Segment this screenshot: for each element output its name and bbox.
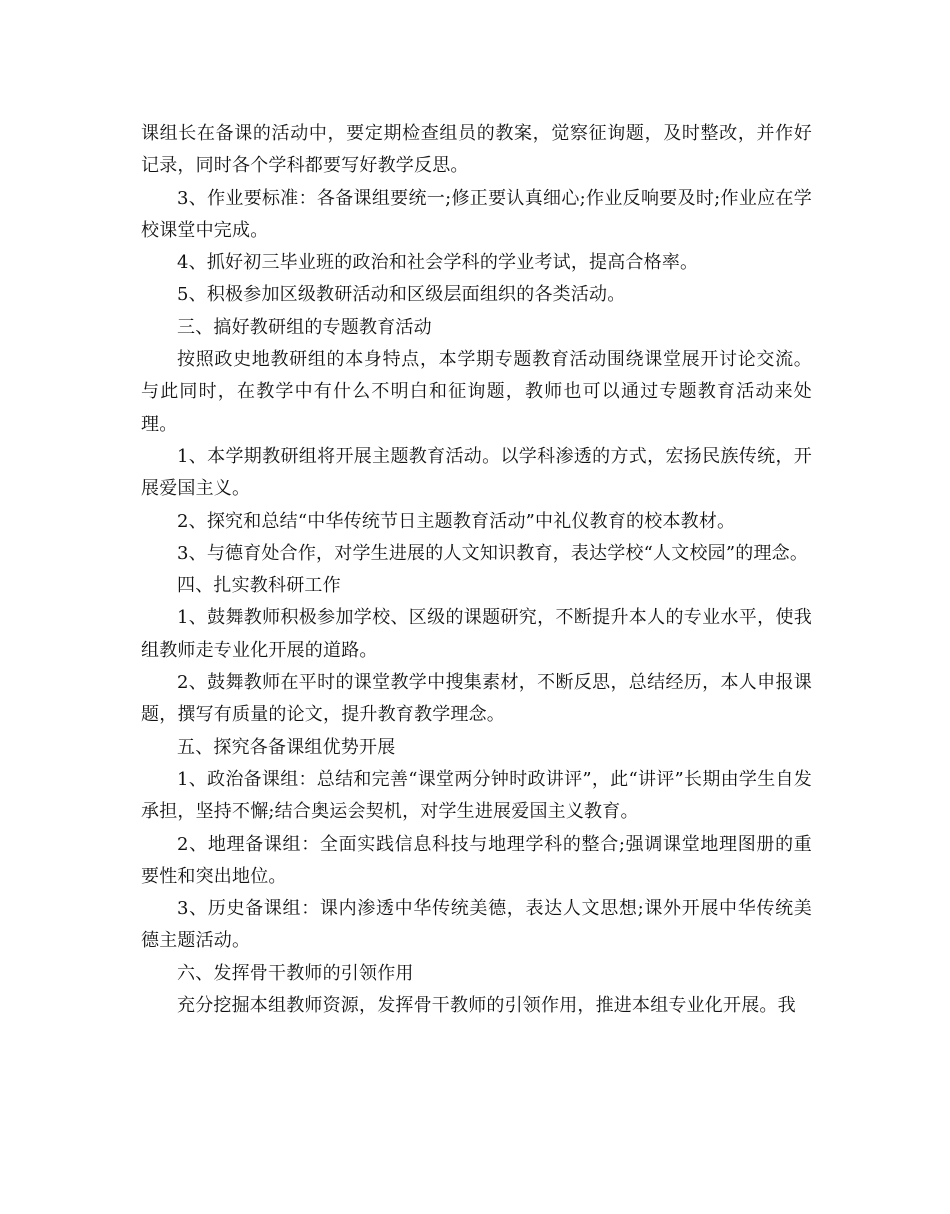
section-heading-3: 三、搞好教研组的专题教育活动 — [177, 316, 432, 338]
section-heading-4: 四、扎实教科研工作 — [177, 575, 341, 597]
section-heading-5: 五、探究各备课组优势开展 — [177, 736, 396, 758]
paragraph-15: 2、地理备课组：全面实践信息科技与地理学科的整合;强调课堂地理图册的重要性和突出地位。 — [141, 833, 812, 887]
paragraph-18: 充分挖掘本组教师资源，发挥骨干教师的引领作用，推进本组专业化开展。我 — [177, 995, 796, 1017]
paragraph-1: 课组长在备课的活动中，要定期检查组员的教案，觉察征询题，及时整改，并作好记录，同时各个学科都要写好教学反思。 — [141, 123, 812, 177]
paragraph-14: 1、政治备课组：总结和完善“课堂两分钟时政讲评”，此“讲评”长期由学生自发承担，坚持不懈;结合奥运会契机，对学生进展爱国主义教育。 — [141, 768, 812, 823]
paragraph-16: 3、历史备课组：课内渗透中华传统美德，表达人文思想;课外开展中华传统美德主题活动。 — [141, 898, 812, 952]
section-heading-6: 六、发挥骨干教师的引领作用 — [177, 962, 414, 984]
paragraph-6: 按照政史地教研组的本身特点，本学期专题教育活动围绕课堂展开讨论交流。与此同时，在教学中有什么不明白和征询题，教师也可以通过专题教育活动来处理。 — [141, 349, 812, 435]
paragraph-11: 1、鼓舞教师积极参加学校、区级的课题研究，不断提升本人的专业水平，使我组教师走专业化开展的道路。 — [141, 607, 812, 661]
document-body — [141, 118, 812, 1022]
paragraph-12: 2、鼓舞教师在平时的课堂教学中搜集素材，不断反思，总结经历，本人申报课题，撰写有质量的论文，提升教育教学理念。 — [141, 672, 812, 726]
paragraph-3: 4、抓好初三毕业班的政治和社会学科的学业考试，提高合格率。 — [177, 252, 699, 274]
paragraph-4: 5、积极参加区级教研活动和区级层面组织的各类活动。 — [177, 284, 626, 306]
paragraph-7: 1、本学期教研组将开展主题教育活动。以学科渗透的方式，宏扬民族传统，开展爱国主义。 — [141, 445, 812, 500]
paragraph-9: 3、与德育处合作，对学生进展的人文知识教育，表达学校“人文校园”的理念。 — [177, 542, 809, 564]
paragraph-2: 3、作业要标准：各备课组要统一;修正要认真细心;作业反响要及时;作业应在学校课堂中完成。 — [141, 187, 812, 241]
paragraph-8: 2、探究和总结“中华传统节日主题教育活动”中礼仪教育的校本教材。 — [177, 510, 736, 532]
